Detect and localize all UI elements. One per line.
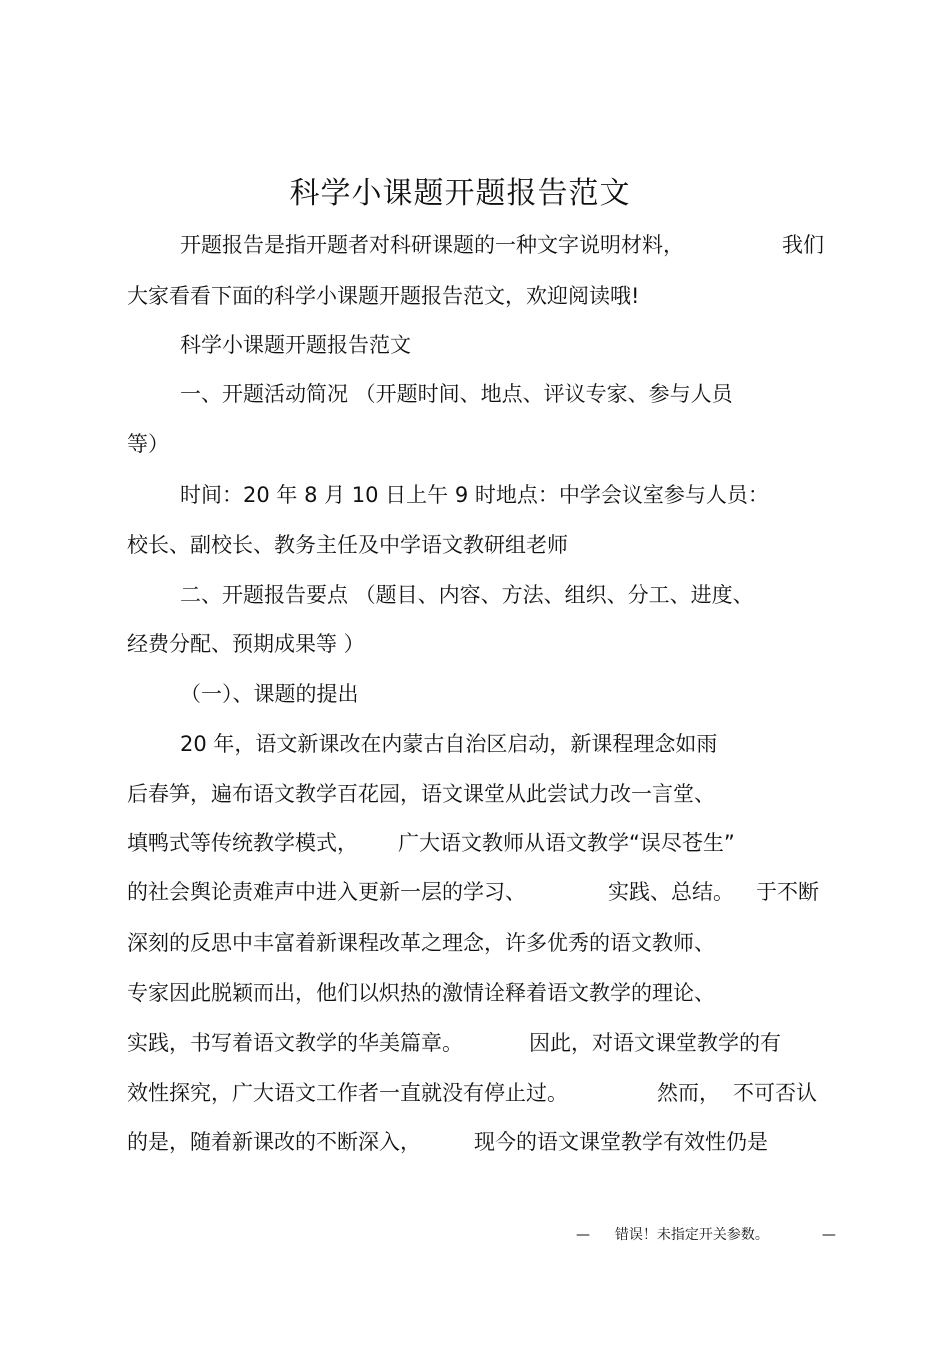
page-footer [576,1224,836,1246]
paragraph-line: 于不断 [756,880,819,904]
paragraph-line: 因此，对语文课堂教学的有 [529,1031,781,1055]
paragraph-line: 专家因此脱颖而出，他们以炽热的激情诠释着语文教学的理论、 [127,981,715,1005]
paragraph-line: 20 年，语文新课改在内蒙古自治区启动，新课程理念如雨 [180,732,718,756]
paragraph-line: 一、开题活动简况 （开题时间、地点、评议专家、参与人员 [180,382,733,406]
paragraph-line: 的是，随着新课改的不断深入， [127,1130,421,1154]
paragraph-line: 后春笋，遍布语文教学百花园，语文课堂从此尝试力改一言堂、 [127,782,715,806]
paragraph-line: 不可否认 [733,1081,817,1105]
paragraph-line: 大家看看下面的科学小课题开题报告范文，欢迎阅读哦! [127,284,640,308]
paragraph-line: 然而， [657,1081,720,1105]
paragraph-line: 填鸭式等传统教学模式， [127,831,358,855]
paragraph-line: 校长、副校长、教务主任及中学语文教研组老师 [127,533,568,557]
paragraph-line: 效性探究，广大语文工作者一直就没有停止过。 [127,1081,568,1105]
paragraph-line: 现今的语文课堂教学有效性仍是 [474,1130,768,1154]
paragraph-line: 实践、总结。 [608,880,734,904]
section-heading: （一）、课题的提出 [180,682,359,706]
paragraph-line: 的社会舆论责难声中进入更新一层的学习、 [127,880,526,904]
paragraph-line: 时间：20 年 8 月 10 日上午 9 时地点：中学会议室参与人员： [180,483,769,507]
footer-error-text: 错误！未指定开关参数。 [614,1227,769,1243]
paragraph-line: 深刻的反思中丰富着新课程改革之理念，许多优秀的语文教师、 [127,931,715,955]
paragraph-line: 等） [127,432,169,456]
footer-right-dash: — [821,1227,836,1243]
paragraph-line: 科学小课题开题报告范文 [180,333,411,357]
document-title: 科学小课题开题报告范文 [289,176,631,211]
paragraph-line: 经费分配、预期成果等 ） [127,632,365,656]
paragraph-line: 二、开题报告要点 （题目、内容、方法、组织、分工、进度、 [180,583,754,607]
footer-left-dash: — [576,1227,590,1243]
paragraph-line: 实践，书写着语文教学的华美篇章。 [127,1031,463,1055]
paragraph-line: 我们 [782,233,824,257]
paragraph-line: 广大语文教师从语文教学“误尽苍生” [398,831,735,855]
paragraph-line: 开题报告是指开题者对科研课题的一种文字说明材料， [180,233,684,257]
